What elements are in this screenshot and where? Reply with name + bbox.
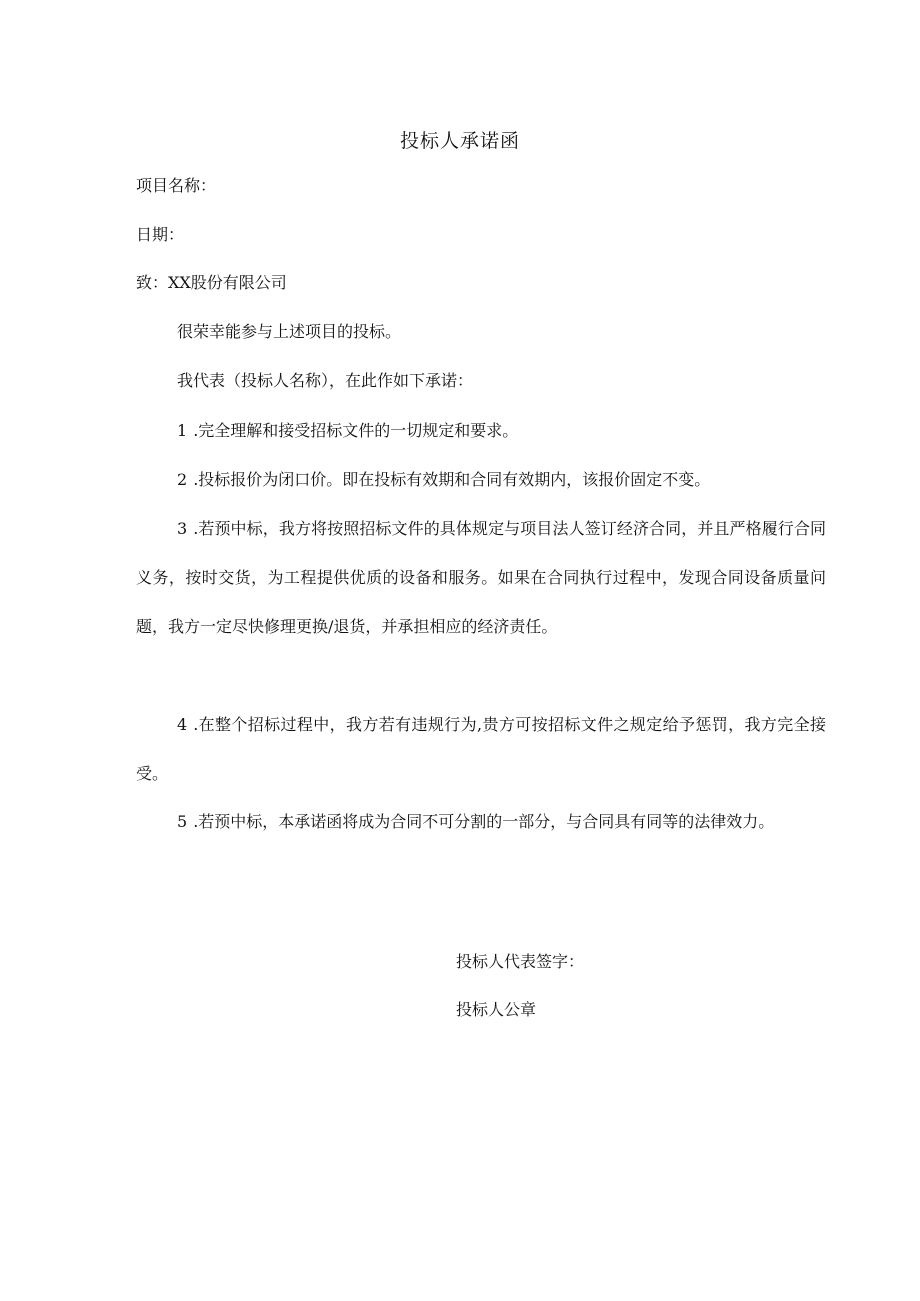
commitment-item-text: .在整个招标过程中，我方若有违规行为,贵方可按招标文件之规定给予惩罚，我方完全接受。 (136, 715, 826, 783)
commitment-item-2 (136, 455, 826, 504)
commitment-item-number: 5 (177, 812, 188, 831)
page-title: 投标人承诺函 (399, 130, 520, 152)
project-name-label: 项目名称： (136, 176, 217, 195)
commitment-item-text: .完全理解和接受招标文件的一切规定和要求。 (193, 421, 519, 440)
commitment-item-text: .投标报价为闭口价。即在投标有效期和合同有效期内，该报价固定不变。 (193, 470, 711, 489)
commitment-item-3 (136, 504, 826, 651)
commitment-item-number: 1 (177, 421, 188, 440)
commitment-item-5 (136, 797, 826, 846)
recipient-line: 致：XX股份有限公司 (136, 273, 287, 292)
signature-label: 投标人代表签字： (456, 952, 585, 971)
commitment-item-1 (136, 406, 826, 455)
commitment-item-4 (136, 700, 826, 798)
intro-paragraph: 很荣幸能参与上述项目的投标。 (177, 322, 402, 341)
commitment-item-text: .若预中标，本承诺函将成为合同不可分割的一部分，与合同具有同等的法律效力。 (193, 812, 775, 831)
commitment-item-text: .若预中标，我方将按照招标文件的具体规定与项目法人签订经济合同，并且严格履行合同义务，按时交货，为工程提供优质的设备和服务。如果在合同执行过程中，发现合同设备质量问题，我方一定尽快修理更换/退货，并承担相应的经济责任。 (136, 519, 826, 636)
commitment-item-number: 2 (177, 470, 188, 489)
seal-label: 投标人公章 (456, 1000, 537, 1019)
date-label: 日期： (136, 225, 185, 244)
commitment-item-number: 4 (177, 715, 188, 734)
declaration-paragraph: 我代表（投标人名称），在此作如下承诺： (177, 371, 474, 390)
commitment-item-number: 3 (177, 519, 188, 538)
